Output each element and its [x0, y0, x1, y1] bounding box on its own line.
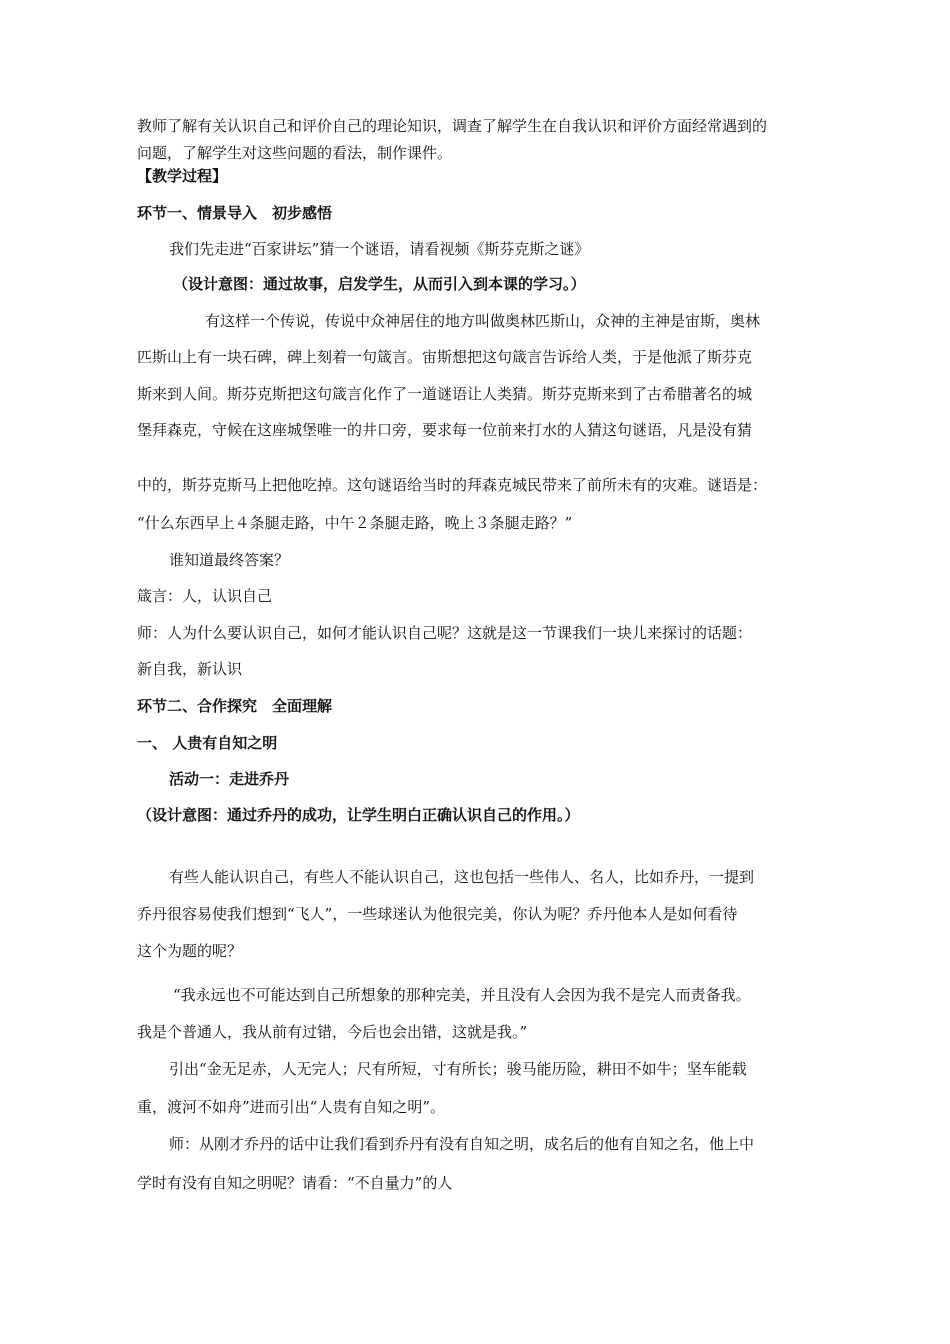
activity-heading: 活动一：走进乔丹 [169, 770, 290, 788]
paragraph-line: 教师了解有关认识自己和评价自己的理论知识，调查了解学生在自我认识和评价方面经常遇到的 [137, 117, 768, 135]
paragraph-line: 中的，斯芬克斯马上把他吃掉。这句谜语给当时的拜森克城民带来了前所未有的灾难。谜语是： [137, 476, 768, 494]
paragraph-line: 这个为题的呢？ [137, 942, 243, 960]
paragraph-line: 有些人能认识自己，有些人不能认识自己，这也包括一些伟人、名人，比如乔丹，一提到 [169, 868, 755, 886]
paragraph-line: 师：人为什么要认识自己，如何才能认识自己呢？这就是这一节课我们一块儿来探讨的话题： [137, 624, 753, 642]
jordan-quote: 我是个普通人，我从前有过错，今后也会出错，这就是我。” [137, 1023, 528, 1041]
design-intent-note: （设计意图：通过故事，启发学生，从而引入到本课的学习。） [173, 275, 586, 293]
paragraph-line: 引出“金无足赤，人无完人；尺有所短，寸有所长；骏马能历险，耕田不如牛；坚车能载 [169, 1060, 747, 1078]
paragraph-line: 新自我，新认识 [137, 660, 243, 678]
paragraph-line: 问题，了解学生对这些问题的看法，制作课件。 [137, 144, 453, 162]
paragraph-line: 斯来到人间。斯芬克斯把这句箴言化作了一道谜语让人类猜。斯芬克斯来到了古希腊著名的城 [137, 385, 753, 403]
paragraph-line: 师：从刚才乔丹的话中让我们看到乔丹有没有自知之明，成名后的他有自知之名，他上中 [169, 1135, 755, 1153]
paragraph-line: 我们先走进“百家讲坛”猜一个谜语，请看视频《斯芬克斯之谜》 [169, 240, 590, 258]
jordan-quote: “我永远也不可能达到自己所想象的那种完美，并且没有人会因为我不是完人而责备我。 [173, 986, 751, 1004]
riddle-quote: “什么东西早上４条腿走路，中午２条腿走路，晚上３条腿走路？” [137, 514, 573, 532]
paragraph-line: 有这样一个传说，传说中众神居住的地方叫做奥林匹斯山，众神的主神是宙斯，奥林 [205, 312, 761, 330]
paragraph-line: 乔丹很容易使我们想到“飞人”，一些球迷认为他很完美，你认为呢？乔丹他本人是如何看待 [137, 905, 738, 923]
design-intent-note: （设计意图：通过乔丹的成功，让学生明白正确认识自己的作用。） [137, 806, 580, 824]
paragraph-line: 学时有没有自知之明呢？请看：“不自量力”的人 [137, 1174, 453, 1192]
paragraph-line: 堡拜森克，守候在这座城堡唯一的井口旁，要求每一位前来打水的人猜这句谜语，凡是没有猜 [137, 421, 753, 439]
subsection-heading: 一、 人贵有自知之明 [137, 734, 278, 752]
section-heading-step-two: 环节二、合作探究 全面理解 [137, 697, 333, 715]
paragraph-line: 箴言：人，认识自己 [137, 587, 273, 605]
section-heading-teaching-process: 【教学过程】 [137, 167, 228, 185]
paragraph-line: 谁知道最终答案？ [169, 551, 290, 569]
paragraph-line: 重，渡河不如舟”进而引出“人贵有自知之明”。 [137, 1098, 446, 1116]
paragraph-line: 匹斯山上有一块石碑，碑上刻着一句箴言。宙斯想把这句箴言告诉给人类，于是他派了斯芬克 [137, 348, 753, 366]
section-heading-step-one: 环节一、情景导入 初步感悟 [137, 204, 333, 222]
